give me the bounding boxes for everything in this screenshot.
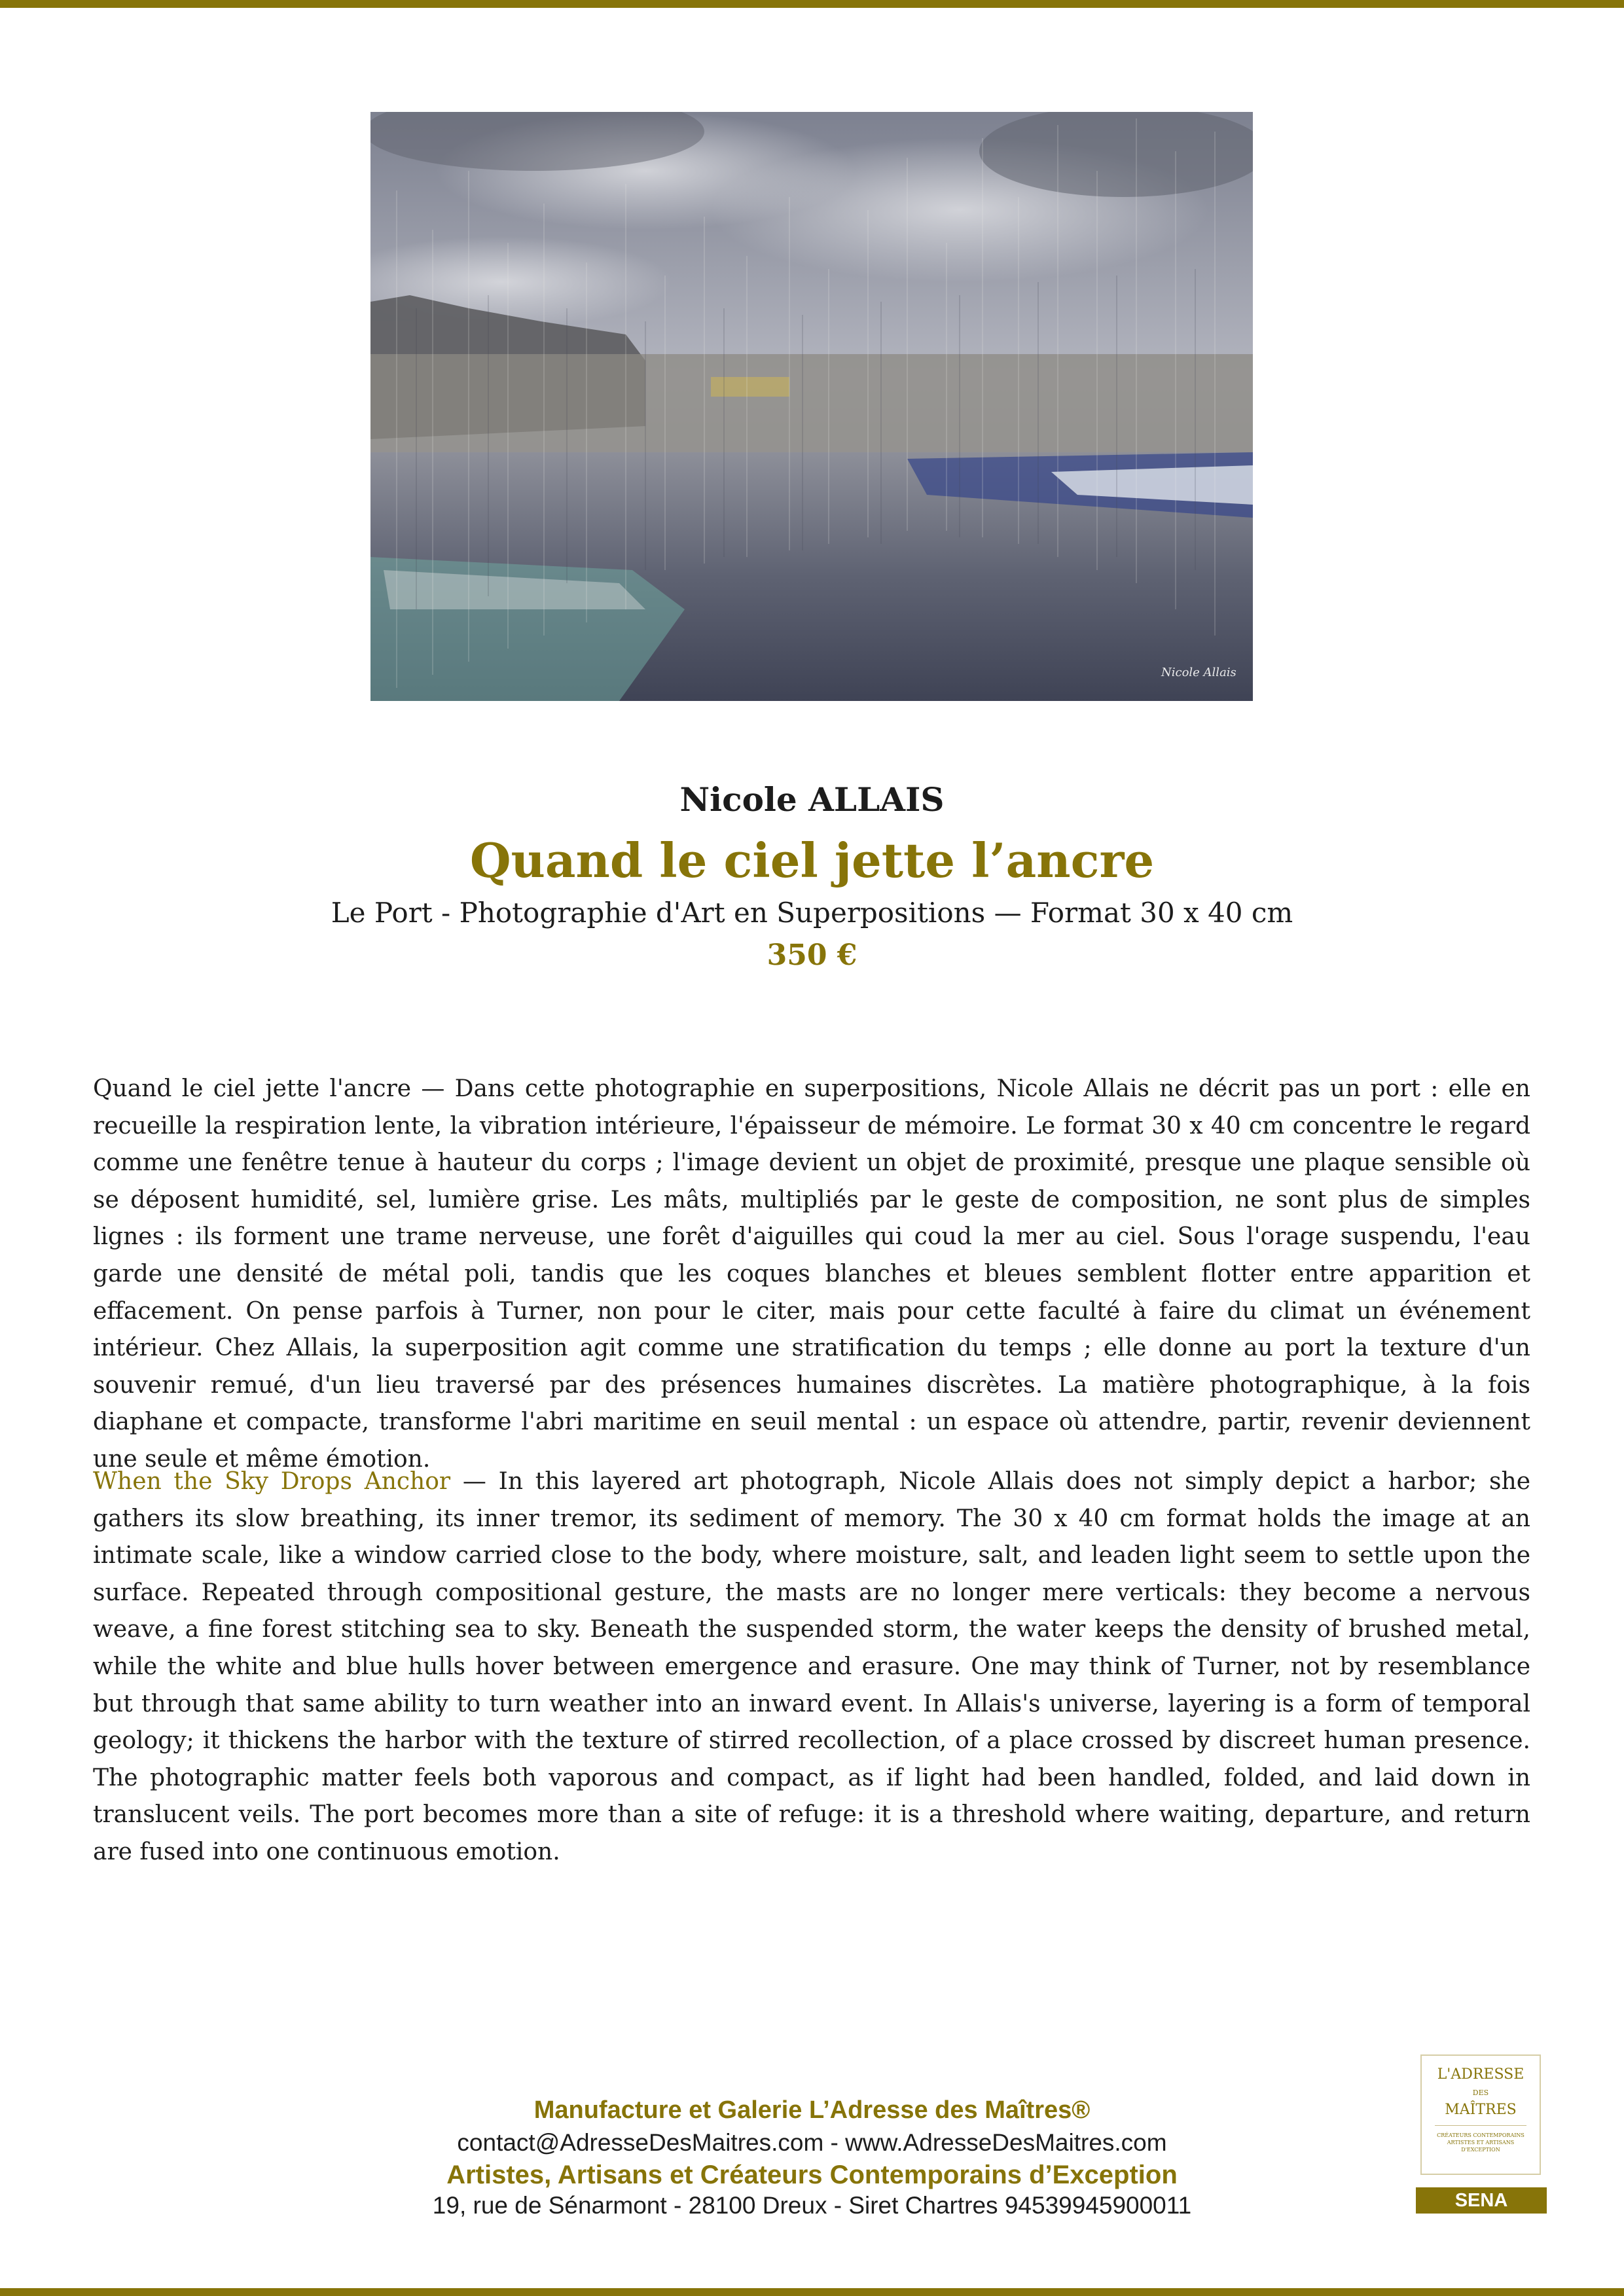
- logo-line-3: MAÎTRES: [1445, 2102, 1517, 2118]
- artwork-title: Quand le ciel jette l’ancre: [469, 833, 1155, 888]
- contact-line: contact@AdresseDesMaitres.com - www.AdresseDesMaitres.com: [457, 2129, 1167, 2156]
- sena-badge: SENA: [1416, 2187, 1547, 2214]
- description-english: [93, 1463, 1530, 1871]
- artwork-price: 350 €: [767, 939, 857, 972]
- logo-line-2: DES: [1472, 2089, 1489, 2097]
- artwork-subtitle: Le Port - Photographie d'Art en Superpositions — Format 30 x 40 cm: [331, 897, 1293, 929]
- gallery-tagline: Artistes, Artisans et Créateurs Contemporains d’Exception: [446, 2161, 1178, 2189]
- gallery-name: Manufacture et Galerie L’Adresse des Maîtres®: [533, 2096, 1091, 2124]
- english-title: When the Sky Drops Anchor: [93, 1468, 451, 1495]
- english-text: — In this layered art photograph, Nicole Allais does not simply depict a harbor; she gathers its slow breathing, its inner tremor, its sediment of memory. The 30 x 40 cm format holds the image at an intimate scale, like a window carried close to the body, where moisture, salt, and leaden light seem to settle upon the surface. Repeated through compositional gesture, the masts are no longer mere verticals: they become a nervous weave, a fine forest stitching sea to sky. Beneath the suspended storm, the water keeps the density of brushed metal, while the white and blue hulls hover between emergence and erasure. One may think of Turner, not by resemblance but through that same ability to turn weather into an inward event. In Allais's universe, layering is a form of temporal geology; it thickens the harbor with the texture of stirred recollection, of a place crossed by discreet human presence. The photographic matter feels both vaporous and compact, as if light had been handled, folded, and laid down in translucent veils. The port becomes more than a site of refuge: it is a threshold where waiting, departure, and return are fused into one continuous emotion.: [93, 1468, 1530, 1865]
- logo-divider: [1435, 2125, 1526, 2126]
- logo-line-1: L'ADRESSE: [1437, 2066, 1525, 2083]
- description-french: Quand le ciel jette l'ancre — Dans cette photographie en superpositions, Nicole Allais ne décrit pas un port : elle en recueille la respiration lente, la vibration intérieure, l'épaisseur de mémoire. Le format 30 x 40 cm concentre le regard comme une fenêtre tenue à hauteur du corps ; l'image devient un objet de proximité, presque une plaque sensible où se déposent humidité, sel, lumière grise. Les mâts, multipliés par le geste de composition, ne sont plus de simples lignes : ils forment une trame nerveuse, une forêt d'aiguilles qui coud la mer au ciel. Sous l'orage suspendu, l'eau garde une densité de métal poli, tandis que les coques blanches et bleues semblent flotter entre apparition et effacement. On pense parfois à Turner, non pour le citer, mais pour cette faculté à faire du climat un événement intérieur. Chez Allais, la superposition agit comme une stratification du temps ; elle donne au port la texture d'un souvenir remué, d'un lieu traversé par des présences humaines discrètes. La matière photographique, à la fois diaphane et compacte, transforme l'abri maritime en seuil mental : un espace où attendre, partir, revenir deviennent une seule et même émotion.: [93, 1075, 1530, 1473]
- logo-line-4: CRÉATEURS CONTEMPORAINS ARTISTES ET ARTISANS D'EXCEPTION: [1437, 2132, 1525, 2153]
- artist-name: Nicole ALLAIS: [679, 780, 945, 819]
- address-line: 19, rue de Sénarmont - 28100 Dreux - Siret Chartres 94539945900011: [432, 2192, 1192, 2219]
- top-accent-bar: [0, 0, 1624, 8]
- artwork-signature: Nicole Allais: [1161, 666, 1236, 679]
- bottom-accent-bar: [0, 2288, 1624, 2296]
- artwork-photograph: [370, 112, 1253, 701]
- gallery-logo: [1420, 2054, 1541, 2175]
